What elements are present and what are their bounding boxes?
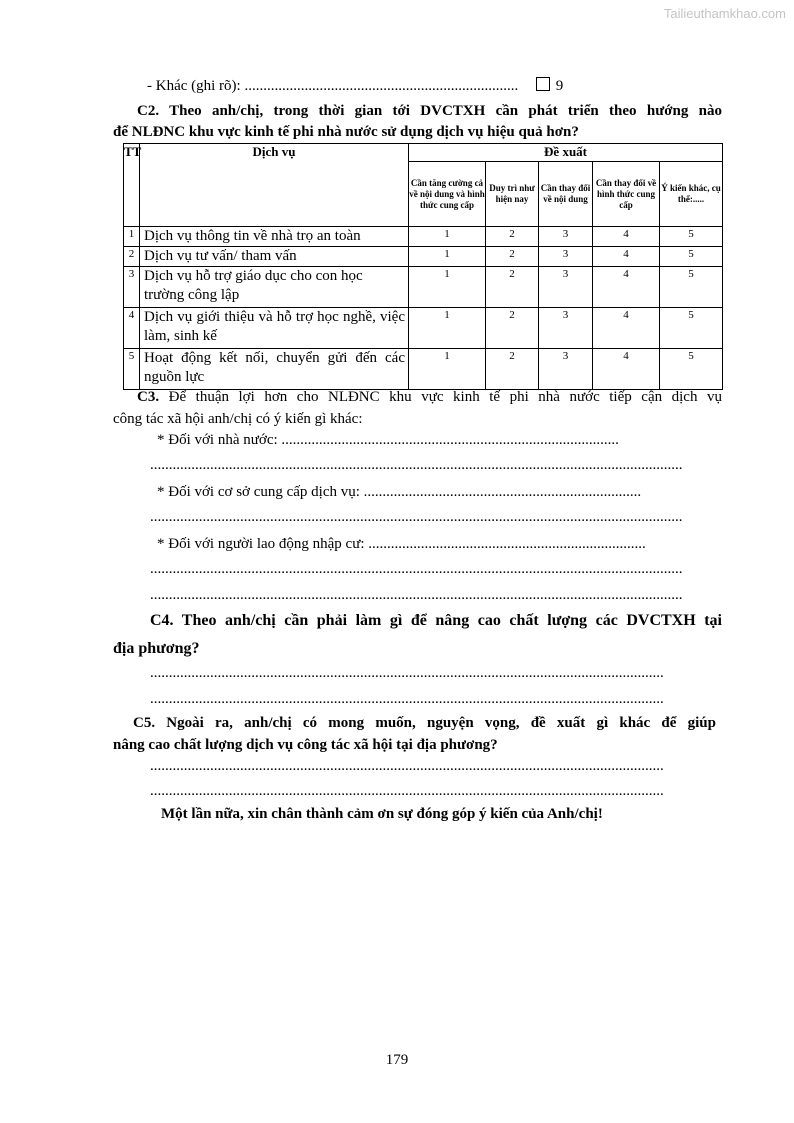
rating-cell[interactable]: 3 (539, 349, 593, 390)
checkbox-icon[interactable] (536, 77, 550, 91)
table-row (124, 247, 723, 267)
c3-provider-field[interactable]: * Đối với cơ sở cung cấp dịch vụ: .......................................................................... (157, 484, 642, 500)
header-option-2: Duy trì như hiện nay (486, 162, 539, 227)
rating-cell[interactable]: 1 (409, 349, 486, 390)
row-number: 3 (124, 267, 140, 308)
rating-cell[interactable]: 2 (486, 349, 539, 390)
rating-cell[interactable]: 5 (660, 267, 723, 308)
row-service-name: Dịch vụ thông tin về nhà trọ an toàn (140, 227, 409, 247)
option-other-label: - Khác (ghi rõ): ......................................................................... (147, 78, 519, 94)
c3-worker-answer-line-1[interactable]: .............................................................................................................................................. (150, 561, 683, 577)
row-number: 5 (124, 349, 140, 390)
rating-cell[interactable]: 1 (409, 308, 486, 349)
rating-cell[interactable]: 4 (593, 349, 660, 390)
rating-cell[interactable]: 2 (486, 227, 539, 247)
c4-answer-line-2[interactable]: ......................................................................................................................................... (150, 691, 664, 707)
header-option-1: Cần tăng cường cả về nội dung và hình thức cung cấp (409, 162, 486, 227)
header-option-5: Ý kiến khác, cụ thể:..... (660, 162, 723, 227)
watermark: Tailieuthamkhao.com (663, 6, 786, 21)
rating-cell[interactable]: 4 (593, 267, 660, 308)
c4-answer-line-1[interactable]: ......................................................................................................................................... (150, 665, 664, 681)
rating-cell[interactable]: 1 (409, 227, 486, 247)
question-c5-line2: nâng cao chất lượng dịch vụ công tác xã hội tại địa phương? (113, 737, 498, 753)
rating-cell[interactable]: 2 (486, 247, 539, 267)
rating-cell[interactable]: 3 (539, 247, 593, 267)
rating-cell[interactable]: 3 (539, 308, 593, 349)
question-c3-text: Để thuận lợi hơn cho NLĐNC khu vực kinh tế phi nhà nước tiếp cận dịch vụ (159, 389, 722, 405)
rating-cell[interactable]: 3 (539, 267, 593, 308)
option-other-code: 9 (555, 78, 564, 94)
table-row (124, 308, 723, 349)
question-c3-line2: công tác xã hội anh/chị có ý kiến gì khác: (113, 411, 363, 427)
header-tt: TT (124, 144, 140, 227)
c3-provider-answer-line[interactable]: .............................................................................................................................................. (150, 509, 683, 525)
question-c2-line1: C2. Theo anh/chị, trong thời gian tới DVCTXH cần phát triển theo hướng nào (137, 103, 722, 119)
question-c5-line1: C5. Ngoài ra, anh/chị có mong muốn, nguyện vọng, đề xuất gì khác để giúp (133, 715, 716, 731)
question-c4-line2: địa phương? (113, 640, 200, 657)
row-number: 2 (124, 247, 140, 267)
row-service-name: Dịch vụ tư vấn/ tham vấn (140, 247, 409, 267)
rating-cell[interactable]: 1 (409, 247, 486, 267)
table-row (124, 267, 723, 308)
rating-cell[interactable]: 5 (660, 247, 723, 267)
page-number: 179 (385, 1052, 409, 1068)
rating-cell[interactable]: 5 (660, 227, 723, 247)
row-service-name: Dịch vụ hỗ trợ giáo dục cho con học trường công lập (140, 267, 409, 308)
header-option-4: Cần thay đổi về hình thức cung cấp (593, 162, 660, 227)
row-number: 1 (124, 227, 140, 247)
row-service-name: Hoạt động kết nối, chuyển gửi đến các nguồn lực (140, 349, 409, 390)
header-option-3: Cần thay đổi về nội dung (539, 162, 593, 227)
c3-worker-answer-line-2[interactable]: .............................................................................................................................................. (150, 587, 683, 603)
rating-cell[interactable]: 4 (593, 247, 660, 267)
closing-thanks: Một lần nữa, xin chân thành cảm ơn sự đóng góp ý kiến của Anh/chị! (161, 806, 603, 822)
services-table (123, 143, 723, 390)
rating-cell[interactable]: 4 (593, 227, 660, 247)
row-service-name: Dịch vụ giới thiệu và hỗ trợ học nghề, việc làm, sinh kế (140, 308, 409, 349)
c3-worker-field[interactable]: * Đối với người lao động nhập cư: .......................................................................... (157, 536, 646, 552)
c3-state-answer-line[interactable]: .............................................................................................................................................. (150, 457, 683, 473)
c3-state-field[interactable]: * Đối với nhà nước: .......................................................................................... (157, 432, 619, 448)
rating-cell[interactable]: 1 (409, 267, 486, 308)
rating-cell[interactable]: 2 (486, 267, 539, 308)
table-row (124, 227, 723, 247)
c5-answer-line-2[interactable]: ......................................................................................................................................... (150, 783, 664, 799)
header-service: Dịch vụ (140, 144, 409, 227)
option-other (147, 77, 563, 95)
question-c3-line1 (137, 389, 722, 406)
question-c2-line2: để NLĐNC khu vực kinh tế phi nhà nước sử dụng dịch vụ hiệu quả hơn? (113, 124, 579, 140)
header-proposal: Đề xuất (409, 144, 723, 162)
row-number: 4 (124, 308, 140, 349)
rating-cell[interactable]: 5 (660, 349, 723, 390)
question-c4-line1: C4. Theo anh/chị cần phải làm gì để nâng cao chất lượng các DVCTXH tại (150, 612, 722, 629)
rating-cell[interactable]: 2 (486, 308, 539, 349)
rating-cell[interactable]: 5 (660, 308, 723, 349)
rating-cell[interactable]: 3 (539, 227, 593, 247)
c5-answer-line-1[interactable]: ......................................................................................................................................... (150, 758, 664, 774)
rating-cell[interactable]: 4 (593, 308, 660, 349)
question-c3-label: C3. (137, 389, 160, 405)
table-row (124, 349, 723, 390)
